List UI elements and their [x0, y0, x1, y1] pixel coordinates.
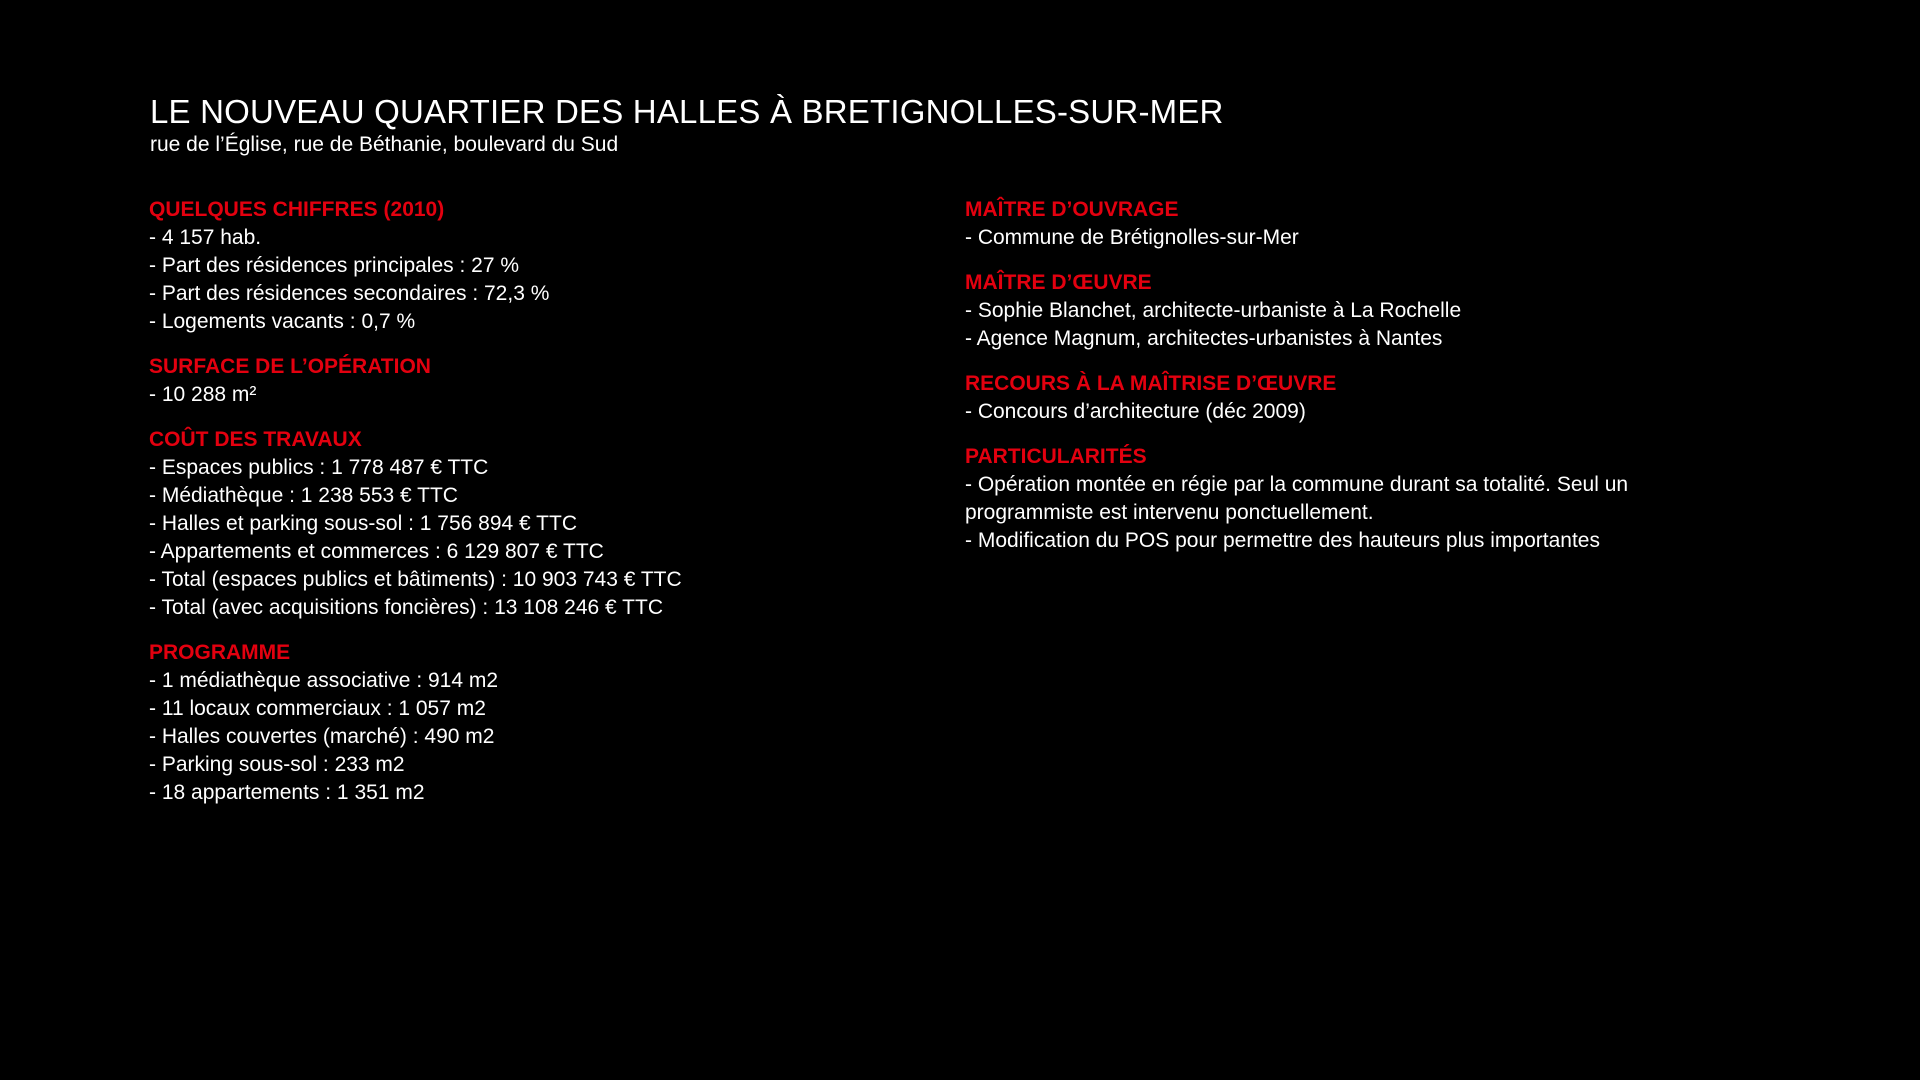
section-title: MAÎTRE D’ŒUVRE — [965, 271, 1152, 294]
section-lines — [149, 381, 929, 409]
list-item: - Médiathèque : 1 238 553 € TTC — [149, 484, 458, 507]
section-maitre-oeuvre — [965, 269, 1705, 353]
list-item: - Agence Magnum, architectes-urbanistes à Nantes — [965, 327, 1443, 350]
list-item: - Halles couvertes (marché) : 490 m2 — [149, 725, 495, 748]
list-item: - 1 médiathèque associative : 914 m2 — [149, 669, 499, 692]
list-item: - Halles et parking sous-sol : 1 756 894 € TTC — [149, 512, 577, 535]
page-header — [150, 92, 1800, 158]
list-item: - Espaces publics : 1 778 487 € TTC — [149, 456, 489, 479]
section-lines — [149, 667, 929, 807]
list-item: - Part des résidences principales : 27 % — [149, 254, 520, 277]
section-particularites — [965, 443, 1705, 555]
section-lines — [965, 398, 1705, 426]
section-title: RECOURS À LA MAÎTRISE D’ŒUVRE — [965, 372, 1337, 395]
list-item: - Opération montée en régie par la commune durant sa totalité. Seul un programmiste est intervenu ponctuellement. — [965, 473, 1629, 524]
section-cout-travaux — [149, 426, 929, 622]
section-recours-maitrise-oeuvre — [965, 370, 1705, 426]
list-item: - Modification du POS pour permettre des hauteurs plus importantes — [965, 529, 1600, 552]
left-column — [149, 196, 929, 824]
list-item: - Commune de Brétignolles-sur-Mer — [965, 226, 1299, 249]
list-item: - Sophie Blanchet, architecte-urbaniste à La Rochelle — [965, 299, 1462, 322]
section-title: PARTICULARITÉS — [965, 445, 1147, 468]
section-title: SURFACE DE L’OPÉRATION — [149, 355, 431, 378]
page-subtitle: rue de l’Église, rue de Béthanie, boulevard du Sud — [150, 133, 619, 156]
list-item: - 18 appartements : 1 351 m2 — [149, 781, 425, 804]
section-lines — [965, 224, 1705, 252]
section-programme — [149, 639, 929, 807]
section-lines — [965, 471, 1705, 555]
list-item: - Concours d’architecture (déc 2009) — [965, 400, 1306, 423]
list-item: - Total (avec acquisitions foncières) : 13 108 246 € TTC — [149, 596, 663, 619]
list-item: - Part des résidences secondaires : 72,3 % — [149, 282, 550, 305]
section-title: MAÎTRE D’OUVRAGE — [965, 198, 1179, 221]
list-item: - 11 locaux commerciaux : 1 057 m2 — [149, 697, 486, 720]
section-lines — [149, 224, 929, 336]
list-item: - Logements vacants : 0,7 % — [149, 310, 416, 333]
list-item: - 4 157 hab. — [149, 226, 262, 249]
section-quelques-chiffres — [149, 196, 929, 336]
section-title: PROGRAMME — [149, 641, 291, 664]
list-item: - Appartements et commerces : 6 129 807 € TTC — [149, 540, 604, 563]
section-surface-operation — [149, 353, 929, 409]
list-item: - Total (espaces publics et bâtiments) : 10 903 743 € TTC — [149, 568, 682, 591]
section-lines — [965, 297, 1705, 353]
section-title: COÛT DES TRAVAUX — [149, 428, 362, 451]
section-lines — [149, 454, 929, 622]
right-column — [965, 196, 1705, 572]
section-maitre-ouvrage — [965, 196, 1705, 252]
section-title: QUELQUES CHIFFRES (2010) — [149, 198, 445, 221]
list-item: - Parking sous-sol : 233 m2 — [149, 753, 405, 776]
list-item: - 10 288 m² — [149, 383, 257, 406]
page-title: LE NOUVEAU QUARTIER DES HALLES À BRETIGNOLLES-SUR-MER — [150, 93, 1224, 130]
